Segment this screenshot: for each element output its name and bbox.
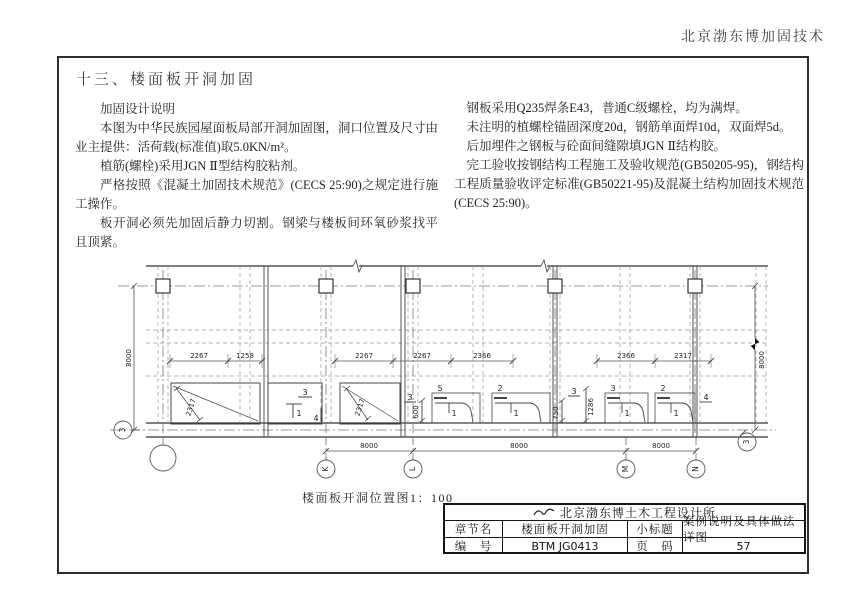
detail-tag: 1 xyxy=(624,409,630,418)
note-paragraph: 本图为中华民族园屋面板局部开洞加固图，洞口位置及尺寸由业主提供：活荷载(标准值)取5.0KN/m²。 xyxy=(75,121,438,154)
dim-label: 2366 xyxy=(617,352,635,360)
drawing-caption: 楼面板开洞位置图1：100 xyxy=(302,491,454,505)
top-dimensions xyxy=(167,352,714,368)
design-notes-right xyxy=(454,99,804,213)
side-dimensions xyxy=(125,283,766,433)
dim-label: 8000 xyxy=(125,349,133,367)
field-label: 章节名 xyxy=(445,521,503,537)
design-notes-left xyxy=(75,100,438,252)
dim-label: 2317 xyxy=(674,352,692,360)
grid-bubble-label: M xyxy=(621,465,630,473)
notes-heading: 加固设计说明 xyxy=(100,102,176,116)
note-paragraph: 板开洞必须先加固后静力切割。钢梁与楼板间环氧砂浆找平 且顶紧。 xyxy=(75,216,438,249)
detail-tag: 3 xyxy=(302,388,308,397)
section-title: 十三、楼面板开洞加固 xyxy=(76,72,257,88)
detail-tag: 2 xyxy=(497,384,503,393)
detail-tag: 5 xyxy=(437,384,443,393)
field-label: 编 号 xyxy=(445,538,503,554)
grid-bubble xyxy=(150,445,176,471)
dim-label: 8000 xyxy=(652,442,670,450)
dim-label: 2267 xyxy=(355,352,373,360)
dim-label: 2317 xyxy=(184,397,198,418)
note-paragraph: 钢板采用Q235焊条E43，普通C级螺栓，均为满焊。 xyxy=(466,101,748,115)
dim-label: 2317 xyxy=(353,397,367,418)
dim-label: 8000 xyxy=(758,351,766,369)
dim-label: 2366 xyxy=(473,352,491,360)
note-paragraph: 完工验收按钢结构工程施工及验收规范(GB50205-95)，钢结构工程质量验收评定标准(GB50221-95)及混凝土结构加固技术规范(CECS 25:90)。 xyxy=(454,158,804,210)
dim-label: 2267 xyxy=(190,352,208,360)
dim-label: 8000 xyxy=(510,442,528,450)
detail-tag: 4 xyxy=(313,414,319,423)
detail-tag: 3 xyxy=(610,384,616,393)
section-mark-label: 3 xyxy=(742,439,751,445)
dim-label: 1286 xyxy=(587,398,595,416)
field-label: 页 码 xyxy=(628,538,683,554)
note-paragraph: 植筋(螺栓)采用JGN Ⅱ型结构胶粘剂。 xyxy=(100,159,306,173)
field-label: 小标题 xyxy=(628,521,683,537)
design-institute-logo-icon xyxy=(533,507,555,518)
page-header: 北京渤东博加固技术 xyxy=(681,30,825,45)
dim-label: 1258 xyxy=(236,352,254,360)
dim-label: 8000 xyxy=(360,442,378,450)
note-paragraph: 后加埋件之钢板与砼面间缝隙填JGN Ⅱ结构胶。 xyxy=(466,139,727,153)
field-value: 楼面板开洞加固 xyxy=(503,521,628,537)
note-paragraph: 未注明的植螺栓锚固深度20d，钢筋单面焊10d，双面焊5d。 xyxy=(466,120,792,134)
title-block-row xyxy=(445,537,804,554)
floor-plan-drawing xyxy=(110,250,776,482)
grid-bubble-label: L xyxy=(408,466,417,472)
title-block-row xyxy=(445,516,804,544)
detail-tag: 2 xyxy=(660,384,666,393)
section-mark-label: 3 xyxy=(118,427,127,433)
field-value: BTM JG0413 xyxy=(503,538,628,554)
detail-tag: 3 xyxy=(571,387,577,396)
grid-bubbles xyxy=(150,437,705,478)
note-paragraph: 严格按照《混凝土加固技术规范》(CECS 25:90)之规定进行施工操作。 xyxy=(75,178,438,211)
dim-label: 2267 xyxy=(413,352,431,360)
detail-tag: 1 xyxy=(296,409,302,418)
detail-tag: 3 xyxy=(407,393,413,402)
grid-bubble-label: N xyxy=(691,466,700,472)
grid-bubble-label: K xyxy=(321,466,330,472)
field-value: 57 xyxy=(736,539,751,553)
dim-label: 750 xyxy=(552,406,560,420)
title-block xyxy=(443,503,806,554)
field-value: 案例说明及具体做法详图 xyxy=(683,516,796,544)
company-name: 北京渤东博土木工程设计所 xyxy=(559,506,716,520)
dim-label: 600 xyxy=(412,405,420,419)
detail-tag: 1 xyxy=(451,409,457,418)
detail-tag: 1 xyxy=(673,409,679,418)
slab-openings xyxy=(171,383,712,424)
detail-tag: 1 xyxy=(513,409,519,418)
detail-tag: 4 xyxy=(703,393,709,402)
